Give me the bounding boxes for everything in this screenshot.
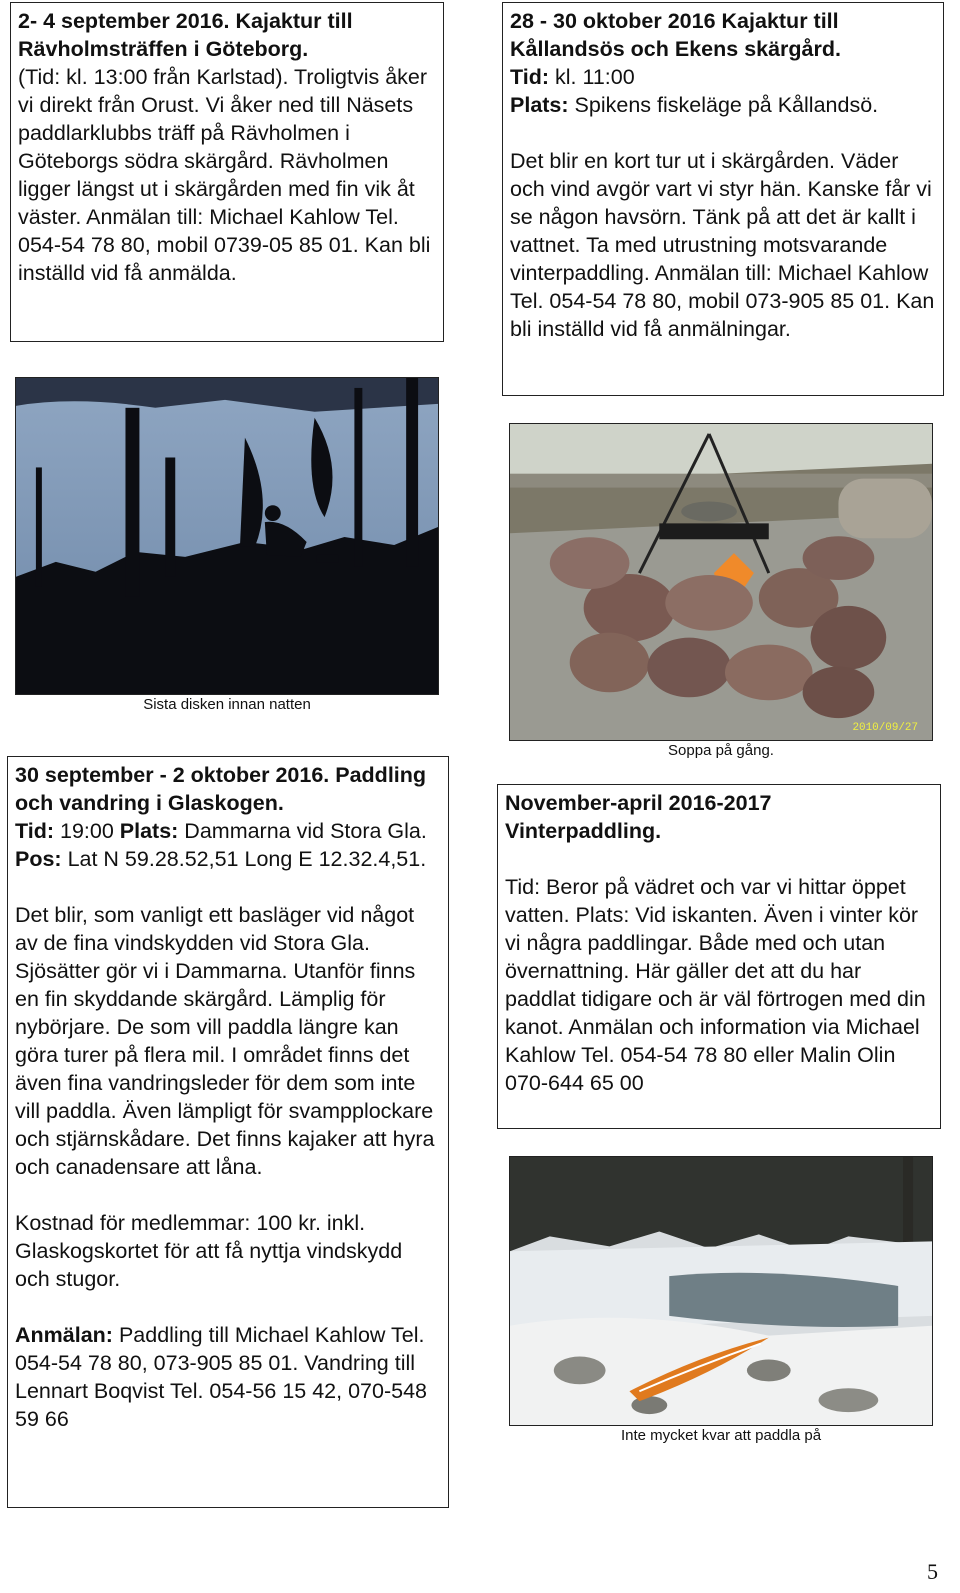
trip-october-box — [502, 2, 944, 396]
campfire-photo — [509, 423, 933, 741]
trip-october-heading: 28 - 30 oktober 2016 Kajaktur till Kållandsös och Ekens skärgård. — [510, 9, 841, 61]
dusk-lake-image — [16, 378, 438, 694]
trip-glaskogen-anmalan — [15, 1321, 441, 1433]
campfire-datestamp: 2010/09/27 — [852, 722, 919, 735]
plats-value: Dammarna vid Stora Gla. — [178, 819, 427, 843]
winter-kayak-photo — [509, 1156, 933, 1426]
page-number: 5 — [927, 1559, 938, 1584]
plats-value: Spikens fiskeläge på Kållandsö. — [568, 93, 879, 117]
trip-september-body: (Tid: kl. 13:00 från Karlstad). Troligtvis åker vi direkt från Orust. Vi åker ned till Näsets paddlarklubbs träff på Rävholmen i Göteborgs södra skärgård. Rävholmen ligger längst ut i skärgården med fin vik åt väster. Anmälan till: Michael Kahlow Tel. 054-54 78 80, mobil 0739-05 85 01. Kan bli inställd vid få anmälda. — [18, 65, 431, 285]
trip-winter-body: Tid: Beror på vädret och var vi hittar öppet vatten. Plats: Vid iskanten. Även i vinter kör vi några paddlingar. Både med och utan övernattning. Här gäller det att du har paddlat tidigare och är väl förtrogen med din kanot. Anmälan och information via Michael Kahlow Tel. 054-54 78 80 eller Malin Olin 070-644 65 00 — [505, 875, 926, 1095]
trip-glaskogen-body: Det blir, som vanligt ett basläger vid något av de fina vindskydden vid Stora Gla. Sjösätter gör vi i Dammarna. Utanför finns en fin skyddande skärgård. Lämplig för nybörjare. De som vill paddla längre kan göra turer på flera mil. I området finns det även fina vandringsleder för dem som inte vill paddla. Även lämpligt för svampplockare och stjärnskådare. Det finns kajaker att hyra och canadensare att låna. — [15, 903, 435, 1179]
trip-glaskogen-details — [15, 817, 441, 873]
plats-label: Plats: — [119, 819, 179, 843]
tid-value: kl. 11:00 — [549, 65, 635, 89]
winter-kayak-image — [510, 1157, 932, 1425]
trip-october-tid — [510, 63, 936, 91]
trip-october-plats — [510, 91, 936, 119]
tid-value: 19:00 — [54, 819, 120, 843]
trip-winter-heading: November-april 2016-2017 Vinterpaddling. — [505, 791, 772, 843]
pos-label: Pos: — [15, 847, 62, 871]
trip-october-body: Det blir en kort tur ut i skärgården. Väder och vind avgör vart vi styr hän. Kanske får vi se någon havsörn. Tänk på att det är kallt i vattnet. Ta med utrustning motsvarande vinterpaddling. Anmälan till: Michael Kahlow Tel. 054-54 78 80, mobil 073-905 85 01. Kan bli inställd vid få anmälningar. — [510, 149, 935, 341]
anmalan-value: Paddling till Michael Kahlow Tel. 054-54 78 80, 073-905 85 01. Vandring till Lennart Boqvist Tel. 054-56 15 42, 070-548 59 66 — [15, 1323, 427, 1431]
trip-glaskogen-heading: 30 september - 2 oktober 2016. Paddling och vandring i Glaskogen. — [15, 763, 427, 815]
trip-september-box — [10, 2, 444, 342]
anmalan-label: Anmälan: — [15, 1323, 113, 1347]
trip-glaskogen-box — [7, 756, 449, 1508]
pos-value: Lat N 59.28.52,51 Long E 12.32.4,51. — [61, 847, 427, 871]
campfire-caption: Soppa på gång. — [668, 742, 774, 759]
tid-label: Tid: — [15, 819, 55, 843]
winter-kayak-caption: Inte mycket kvar att paddla på — [620, 1427, 822, 1444]
dusk-lake-caption: Sista disken innan natten — [143, 696, 311, 713]
trip-september-heading: 2- 4 september 2016. Kajaktur till Rävholmsträffen i Göteborg. — [18, 9, 353, 61]
plats-label: Plats: — [510, 93, 569, 117]
trip-winter-box — [497, 784, 941, 1129]
tid-label: Tid: — [510, 65, 550, 89]
campfire-image — [510, 424, 932, 740]
trip-glaskogen-cost: Kostnad för medlemmar: 100 kr. inkl. Glaskogskortet för att få nyttja vindskydd och stugor. — [15, 1211, 403, 1291]
dusk-lake-photo — [15, 377, 439, 695]
